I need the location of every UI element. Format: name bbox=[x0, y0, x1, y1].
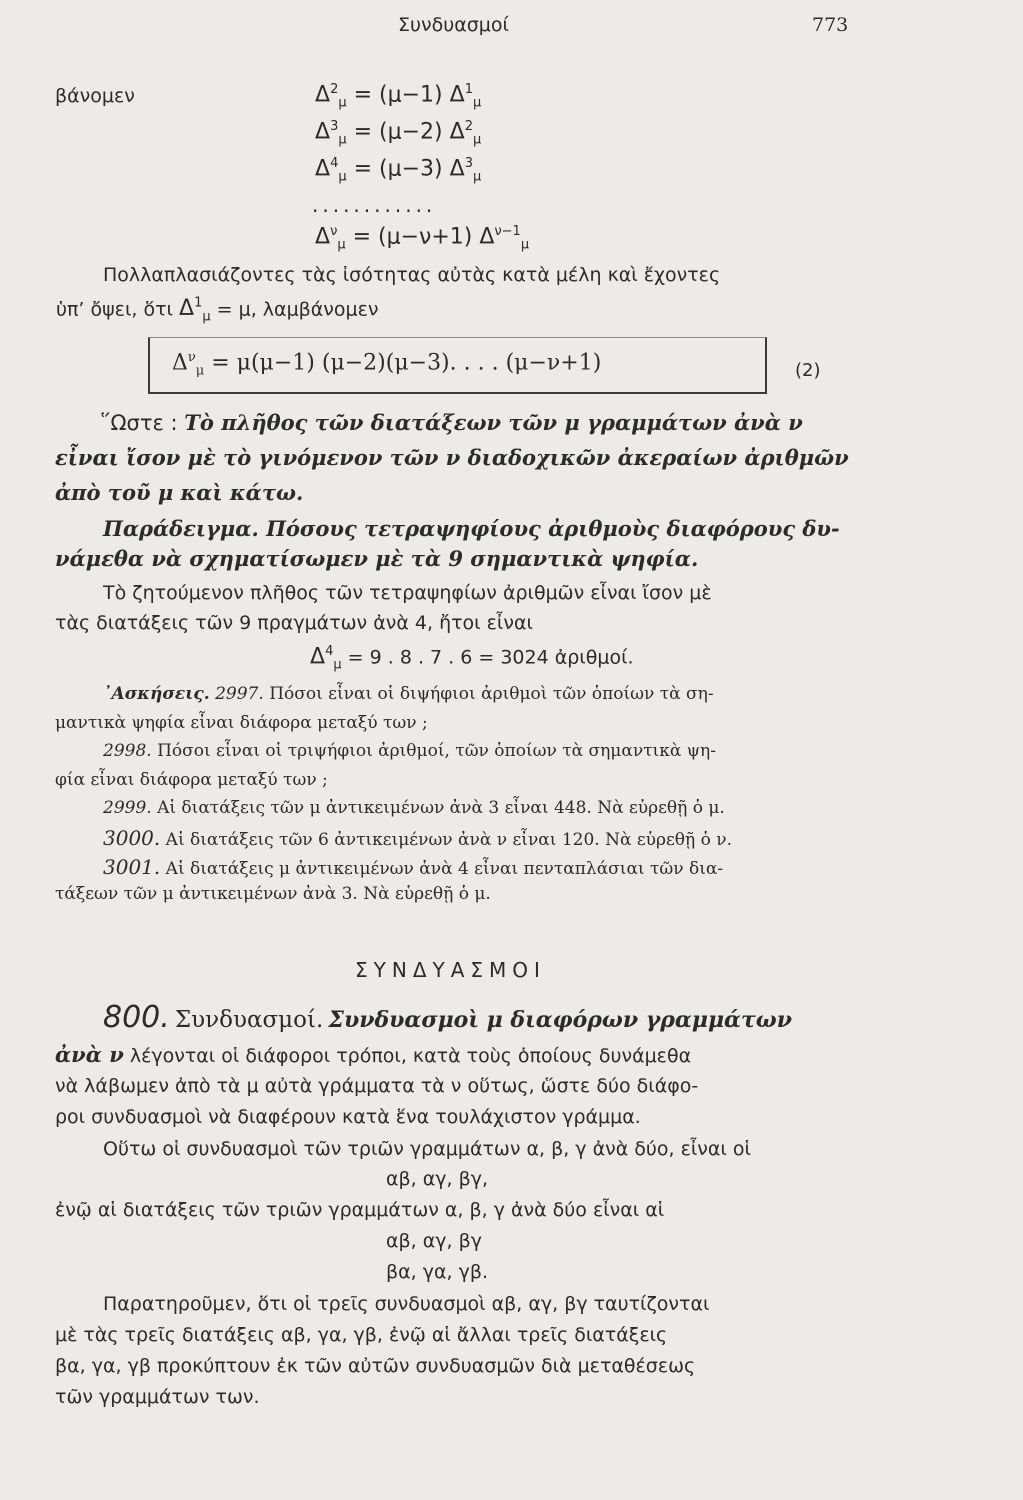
example-line-3: Τὸ ζητούμενον πλῆθος τῶν τετραψηφίων ἀριθμῶν εἶναι ἴσον μὲ bbox=[103, 582, 712, 604]
theorem-line-2: εἶναι ἴσον μὲ τὸ γινόμενον τῶν ν διαδοχικῶν ἀκεραίων ἀριθμῶν bbox=[55, 445, 849, 470]
boxed-formula: $\Delta^\nu_\mu = \mu(\mu-1)$ (μ−2)(μ−3). . . . (μ−ν+1) bbox=[172, 350, 602, 379]
equation-2: $\Delta^3_\mu = (\mu-2)$ $\Delta^2_\mu$ bbox=[315, 119, 482, 148]
exercise-2997-line-1: ᾿Ασκήσεις. 2997. Πόσοι εἶναι οἱ διψήφιοι ἀριθμοὶ τῶν ὁποίων τὰ ση- bbox=[103, 684, 714, 704]
combination-example-line-4: αβ, αγ, βγ bbox=[386, 1230, 482, 1252]
exercise-3000: 3000. Αἱ διατάξεις τῶν 6 ἀντικειμένων ἀνὰ ν εἶναι 120. Νὰ εὑρεθῇ ὁ ν. bbox=[103, 826, 732, 850]
exercise-2997-line-2: μαντικὰ ψηφία εἶναι διάφορα μεταξύ των ; bbox=[55, 713, 428, 733]
combination-example-line-1: Οὕτω οἱ συνδυασμοὶ τῶν τριῶν γραμμάτων α, β, γ ἀνὰ δύο, εἶναι οἱ bbox=[103, 1138, 751, 1160]
section-800-title-line: 800. Συνδυασμοί. Συνδυασμοὶ μ διαφόρων γραμμάτων bbox=[103, 1000, 792, 1035]
observation-line-3: βα, γα, γβ προκύπτουν ἐκ τῶν αὐτῶν συνδυασμῶν διὰ μεταθέσεως bbox=[55, 1355, 696, 1377]
equation-4: $\Delta^\nu_\mu = (\mu-\nu+1)$ $\Delta^{\nu-1}_\mu$ bbox=[315, 224, 530, 253]
observation-line-1: Παρατηροῦμεν, ὅτι οἱ τρεῖς συνδυασμοὶ αβ, αγ, βγ ταυτίζονται bbox=[103, 1293, 710, 1315]
exercise-2999: 2999. Αἱ διατάξεις τῶν μ ἀντικειμένων ἀνὰ 3 εἶναι 448. Νὰ εὑρεθῇ ὁ μ. bbox=[103, 798, 725, 818]
observation-line-2: μὲ τὰς τρεῖς διατάξεις αβ, γα, γβ, ἐνῷ αἱ ἄλλαι τρεῖς διατάξεις bbox=[55, 1324, 668, 1346]
theorem-line-3: ἀπὸ τοῦ μ καὶ κάτω. bbox=[55, 480, 304, 505]
exercise-3001-line-1: 3001. Αἱ διατάξεις μ ἀντικειμένων ἀνὰ 4 εἶναι πενταπλάσιαι τῶν δια- bbox=[103, 855, 724, 879]
example-formula: $\Delta^4_\mu = 9$ . 8 . 7 . 6 = 3024 ἀριθμοί. bbox=[310, 644, 634, 673]
equation-3: $\Delta^4_\mu = (\mu-3)$ $\Delta^3_\mu$ bbox=[315, 156, 482, 185]
section-800-line-3: νὰ λάβωμεν ἀπὸ τὰ μ αὐτὰ γράμματα τὰ ν οὕτως, ὥστε δύο διάφο- bbox=[55, 1075, 699, 1097]
section-800-line-4: ροι συνδυασμοὶ νὰ διαφέρουν κατὰ ἕνα τουλάχιστον γράμμα. bbox=[55, 1106, 641, 1128]
equation-ellipsis: ............ bbox=[312, 193, 437, 217]
exercise-2998-line-1: 2998. Πόσοι εἶναι οἱ τριψήφιοι ἀριθμοί, τῶν ὁποίων τὰ σημαντικὰ ψη- bbox=[103, 741, 716, 761]
equation-1: $\Delta^2_\mu = (\mu-1)$ $\Delta^1_\mu$ bbox=[315, 82, 482, 111]
combination-example-line-3: ἐνῷ αἱ διατάξεις τῶν τριῶν γραμμάτων α, β, γ ἀνὰ δύο εἶναι αἱ bbox=[55, 1199, 665, 1221]
example-line-4: τὰς διατάξεις τῶν 9 πραγμάτων ἀνὰ 4, ἤτοι εἶναι bbox=[55, 612, 533, 634]
exercise-2998-line-2: φία εἶναι διάφορα μεταξύ των ; bbox=[55, 770, 328, 790]
example-line-2: νάμεθα νὰ σχηματίσωμεν μὲ τὰ 9 σημαντικὰ ψηφία. bbox=[55, 546, 699, 571]
observation-line-4: τῶν γραμμάτων των. bbox=[55, 1386, 260, 1408]
theorem-line-1: ῞Ωστε : Τὸ πλῆθος τῶν διατάξεων τῶν μ γραμμάτων ἀνὰ ν bbox=[100, 410, 803, 435]
section-heading: ΣΥΝΔΥΑΣΜΟΙ bbox=[355, 958, 546, 982]
formula-label: (2) bbox=[795, 360, 821, 381]
section-800-line-2: ἀνὰ ν λέγονται οἱ διάφοροι τρόποι, κατὰ τοὺς ὁποίους δυνάμεθα bbox=[55, 1042, 692, 1067]
exercise-3001-line-2: τάξεων τῶν μ ἀντικειμένων ἀνὰ 3. Νὰ εὑρεθῇ ὁ μ. bbox=[55, 884, 491, 904]
page-number: 773 bbox=[812, 14, 849, 36]
paragraph-1-line-1: Πολλαπλασιάζοντες τὰς ἰσότητας αὐτὰς κατὰ μέλη καὶ ἔχοντες bbox=[103, 264, 721, 286]
combination-example-line-5: βα, γα, γβ. bbox=[386, 1261, 488, 1283]
running-header-title: Συνδυασμοί bbox=[398, 14, 509, 36]
combination-example-line-2: αβ, αγ, βγ, bbox=[386, 1168, 488, 1190]
paragraph-1-line-2: ὑπ’ ὄψει, ὅτι $\Delta^1_\mu = \mu$, λαμβάνομεν bbox=[56, 296, 379, 325]
boxed-formula-underline bbox=[148, 392, 765, 394]
intro-word: βάνομεν bbox=[55, 85, 135, 107]
example-line-1: Παράδειγμα. Πόσους τετραψηφίους ἀριθμοὺς διαφόρους δυ- bbox=[103, 516, 840, 541]
